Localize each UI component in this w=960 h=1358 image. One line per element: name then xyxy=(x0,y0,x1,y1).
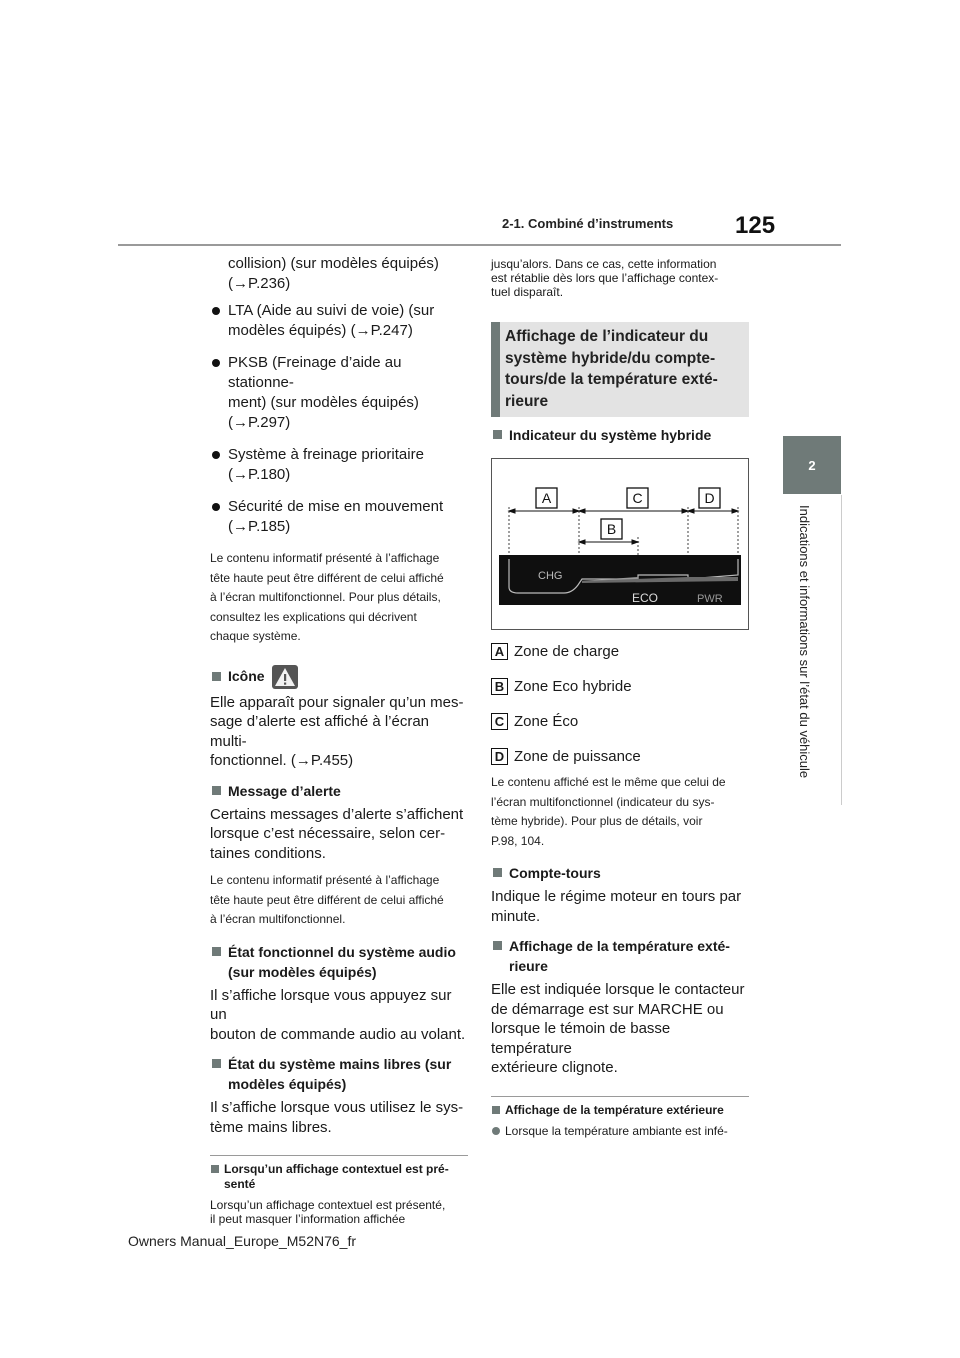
tach-heading: Compte-tours xyxy=(491,863,749,883)
body-text: de démarrage est sur MARCHE ou xyxy=(491,1000,724,1018)
label-a: A xyxy=(541,490,552,506)
hybrid-heading: Indicateur du système hybride xyxy=(491,425,767,445)
body-text: Certains messages d’alerte s’affichent xyxy=(210,805,464,823)
body-text: sage d’alerte est affiché à l’écran multi- xyxy=(210,713,430,750)
body-text: bouton de commande audio au volant. xyxy=(210,1025,466,1043)
body-text: fonctionnel. (→P.455) xyxy=(210,752,354,770)
header-rule xyxy=(118,244,841,246)
body-text: tème mains libres. xyxy=(210,1118,332,1136)
heading-square-icon xyxy=(212,672,221,681)
note-bullet: Lorsque la température ambiante est infé- xyxy=(491,1124,749,1138)
chapter-title: Indications et informations sur l’état du véhicule xyxy=(797,505,812,779)
list-item: LTA (Aide au suivi de voie) (sur modèles équipés) (→P.247) xyxy=(210,301,468,341)
page-number: 125 xyxy=(735,212,776,239)
body-text: Indique le régime moteur en tours par xyxy=(491,888,742,905)
body-text: Il s’affiche lorsque vous utilisez le sys- xyxy=(210,1099,464,1117)
note-heading: Lorsqu’un affichage contextuel est pré- senté xyxy=(210,1162,468,1192)
list-item: Sécurité de mise en mouvement (→P.185) xyxy=(210,497,468,537)
bullet-icon xyxy=(212,307,220,315)
body-text: Elle est indiquée lorsque le contacteur xyxy=(491,981,745,998)
heading-square-icon xyxy=(212,786,221,795)
heading-square-icon xyxy=(493,868,502,877)
note-heading: Affichage de la température extérieure xyxy=(491,1103,749,1118)
note-text: il peut masquer l’information affichée xyxy=(210,1212,406,1227)
bullet-icon xyxy=(212,503,220,511)
icon-heading: Icône xyxy=(210,663,468,689)
small-note: Le contenu informatif présenté à l’affichage tête haute peut être différent de celui affiché à l’écran multifonctionnel. Pour plus détails, consultez les explications qui décrivent chaque système. xyxy=(210,551,444,643)
body-text: lorsque c’est nécessaire, selon cer- xyxy=(210,825,446,843)
note-divider xyxy=(210,1155,468,1156)
heading-square-icon xyxy=(212,1059,221,1068)
alert-heading: Message d’alerte xyxy=(210,781,468,801)
screen-chg: CHG xyxy=(538,570,563,582)
legend-item: C Zone Éco xyxy=(491,713,578,730)
legend-item: A Zone de charge xyxy=(491,643,619,660)
right-column-bottom xyxy=(491,773,749,1138)
body-text: minute. xyxy=(491,907,541,925)
intro-line: collision) (sur modèles équipés) xyxy=(228,255,439,272)
section-heading: Affichage de l’indicateur du système hybride/du compte- tours/de la température exté- rieure xyxy=(505,328,718,410)
dimension-arrows xyxy=(509,509,738,544)
side-divider xyxy=(841,495,842,805)
heading-square-icon xyxy=(492,1106,500,1114)
body-text: taines conditions. xyxy=(210,844,326,862)
screen-eco: ECO xyxy=(632,591,659,605)
intro-ref[interactable]: (→P.236) xyxy=(228,274,291,292)
section-heading-box xyxy=(491,322,749,417)
bullet-icon xyxy=(212,451,220,459)
heading-square-icon xyxy=(493,430,502,439)
section-title: 2-1. Combiné d’instruments xyxy=(502,216,674,231)
right-column-top: jusqu’alors. Dans ce cas, cette information est rétablie dès lors que l’affichage contex- tuel disparaît. xyxy=(491,257,719,299)
label-c: C xyxy=(632,490,643,506)
heading-square-icon xyxy=(212,947,221,956)
temp-heading: Affichage de la température exté- rieure xyxy=(491,936,749,976)
note-text: Lorsqu’un affichage contextuel est présenté, xyxy=(210,1198,446,1213)
heading-bar xyxy=(491,322,500,417)
body-text: lorsque le témoin de basse température xyxy=(491,1020,671,1057)
hybrid-indicator-figure xyxy=(491,458,749,630)
note-divider xyxy=(491,1096,749,1097)
list-item: PKSB (Freinage d’aide au stationne- ment) (sur modèles équipés) (→P.297) xyxy=(210,353,468,433)
list-item: Système à freinage prioritaire (→P.180) xyxy=(210,445,468,485)
screen-pwr: PWR xyxy=(697,593,723,605)
body-text: Il s’affiche lorsque vous appuyez sur un xyxy=(210,986,452,1024)
heading-square-icon xyxy=(493,941,502,950)
chapter-tab[interactable]: 2 xyxy=(783,436,841,494)
body-text: Elle apparaît pour signaler qu’un mes- xyxy=(210,693,464,711)
left-column xyxy=(210,254,468,1226)
handsfree-heading: État du système mains libres (sur modèles équipés) xyxy=(210,1054,468,1094)
label-d: D xyxy=(704,490,715,506)
label-b: B xyxy=(606,521,617,537)
footer-text: Owners Manual_Europe_M52N76_fr xyxy=(128,1233,357,1249)
small-note: Le contenu affiché est le même que celui de l’écran multifonctionnel (indicateur du sys- tème hybride). Pour plus de détails, voir P.98, 104. xyxy=(491,775,726,848)
legend-item: D Zone de puissance xyxy=(491,748,641,765)
audio-heading: État fonctionnel du système audio (sur modèles équipés) xyxy=(210,942,468,982)
hybrid-indicator-diagram xyxy=(492,459,748,629)
bullet-icon xyxy=(212,359,220,367)
heading-square-icon xyxy=(211,1165,219,1173)
bullet-icon xyxy=(492,1127,500,1135)
small-note: Le contenu informatif présenté à l’affichage tête haute peut être différent de celui affiché à l’écran multifonctionnel. xyxy=(210,873,444,927)
body-text: extérieure clignote. xyxy=(491,1059,618,1076)
warning-triangle-icon xyxy=(272,665,298,689)
legend-item: B Zone Eco hybride xyxy=(491,678,632,695)
